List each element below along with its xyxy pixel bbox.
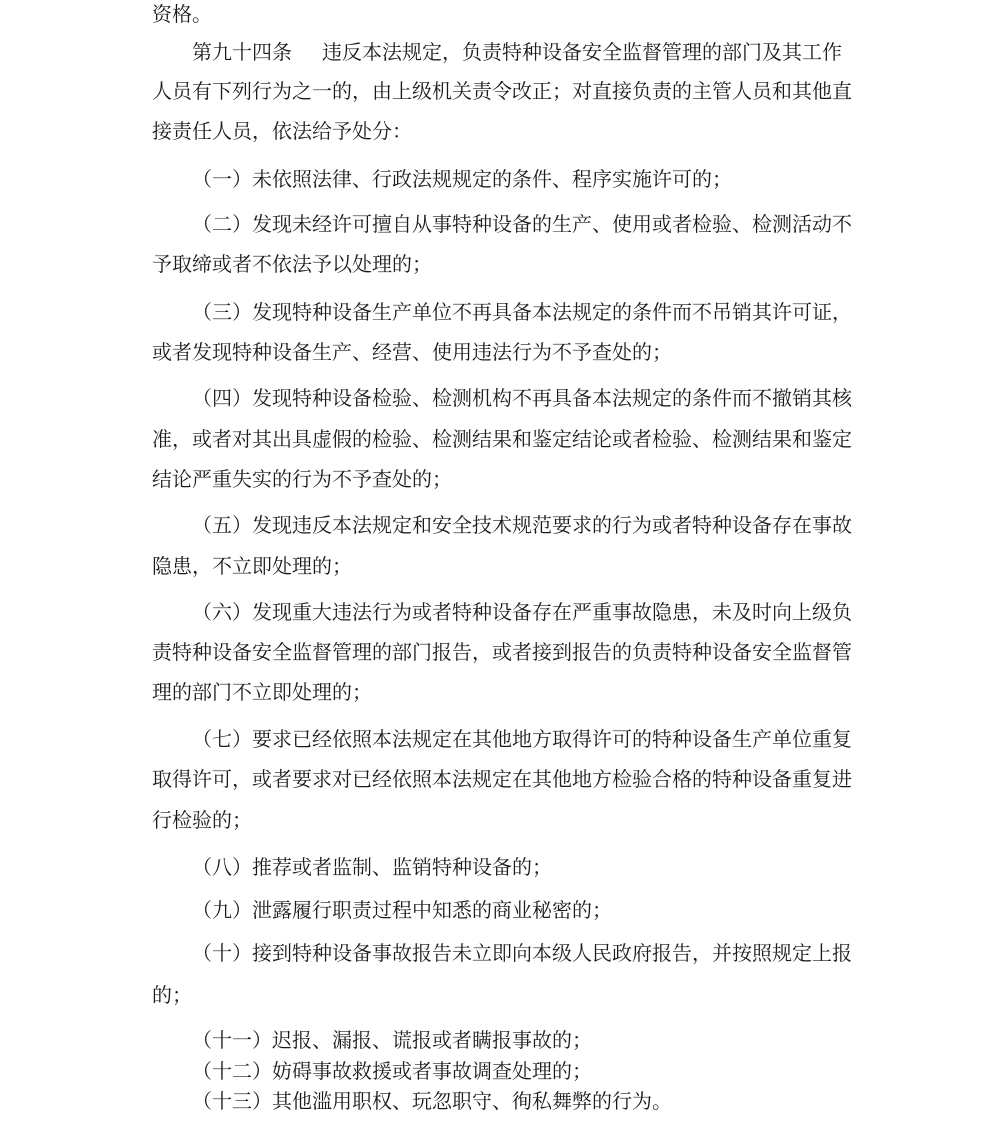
list-item-6: （六）发现重大违法行为或者特种设备存在严重事故隐患，未及时向上级负: [192, 600, 852, 624]
text-line: 的；: [152, 983, 192, 1007]
list-item-12: （十二）妨碍事故救援或者事故调查处理的；: [192, 1059, 592, 1083]
text-line: 或者发现特种设备生产、经营、使用违法行为不予查处的；: [152, 340, 672, 364]
list-item-4: （四）发现特种设备检验、检测机构不再具备本法规定的条件而不撤销其核: [192, 386, 852, 410]
text-line: 责特种设备安全监督管理的部门报告，或者接到报告的负责特种设备安全监督管: [152, 640, 852, 664]
list-item-3: （三）发现特种设备生产单位不再具备本法规定的条件而不吊销其许可证，: [192, 300, 852, 324]
list-item-5: （五）发现违反本法规定和安全技术规范要求的行为或者特种设备存在事故: [192, 513, 852, 537]
list-item-2: （二）发现未经许可擅自从事特种设备的生产、使用或者检验、检测活动不: [192, 212, 852, 236]
text-line: 理的部门不立即处理的；: [152, 680, 372, 704]
list-item-8: （八）推荐或者监制、监销特种设备的；: [192, 855, 552, 879]
text-line: 人员有下列行为之一的，由上级机关责令改正；对直接负责的主管人员和其他直: [152, 79, 852, 103]
list-item-11: （十一）迟报、漏报、谎报或者瞒报事故的；: [192, 1028, 592, 1052]
list-item-13: （十三）其他滥用职权、玩忽职守、徇私舞弊的行为。: [192, 1089, 672, 1113]
text-line: 隐患，不立即处理的；: [152, 554, 352, 578]
article-text: 违反本法规定，负责特种设备安全监督管理的部门及其工作: [322, 40, 842, 64]
list-item-9: （九）泄露履行职责过程中知悉的商业秘密的；: [192, 898, 612, 922]
text-line: 行检验的；: [152, 808, 252, 832]
article-number: 第九十四条: [192, 40, 292, 64]
text-line: 资格。: [152, 2, 212, 26]
list-item-10: （十）接到特种设备事故报告未立即向本级人民政府报告，并按照规定上报: [192, 941, 852, 965]
article-heading-line: [192, 32, 842, 72]
text-line: 准，或者对其出具虚假的检验、检测结果和鉴定结论或者检验、检测结果和鉴定: [152, 427, 852, 451]
text-line: 取得许可，或者要求对已经依照本法规定在其他地方检验合格的特种设备重复进: [152, 767, 852, 791]
list-item-7: （七）要求已经依照本法规定在其他地方取得许可的特种设备生产单位重复: [192, 727, 852, 751]
text-line: 予取缔或者不依法予以处理的；: [152, 252, 432, 276]
text-line: 接责任人员，依法给予处分：: [152, 119, 412, 143]
text-line: 结论严重失实的行为不予查处的；: [152, 467, 452, 491]
list-item-1: （一）未依照法律、行政法规规定的条件、程序实施许可的；: [192, 167, 732, 191]
